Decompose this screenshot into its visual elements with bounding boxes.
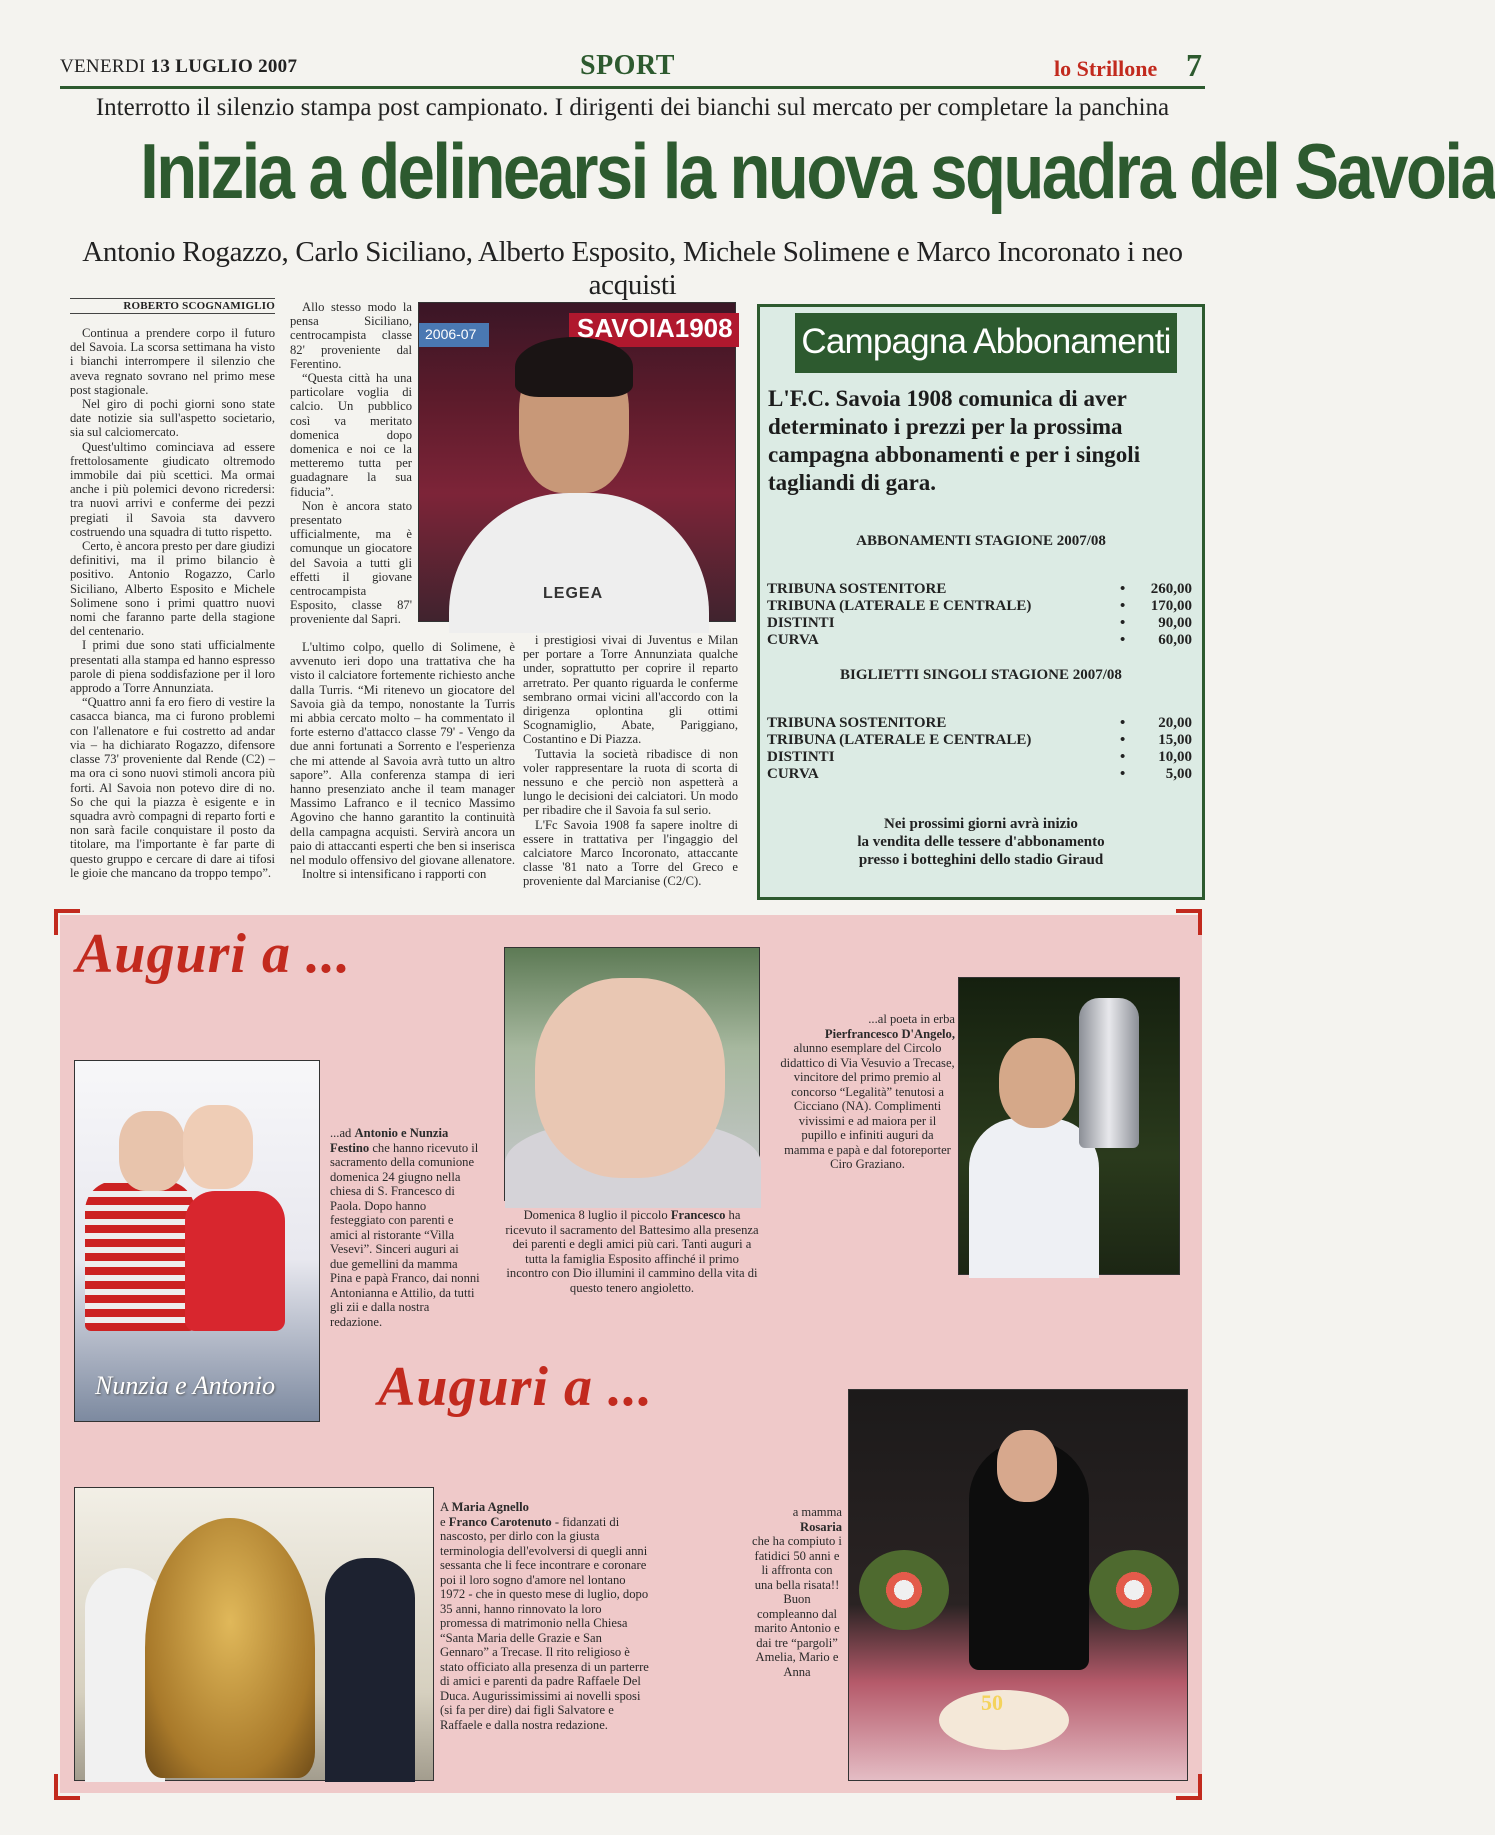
text-lead: A (440, 1500, 452, 1514)
page-number: 7 (1186, 47, 1202, 83)
paragraph: “Questa città ha una particolare voglia di calcio. Un pubblico così va meritato domenica dopo domenica e noi ce la metteremo tutta per guadagnare la sua fiducia”. (290, 371, 412, 499)
price-value: 5,00 (1165, 766, 1192, 782)
honoree-name: Maria Agnello (451, 1500, 529, 1514)
price-label: TRIBUNA SOSTENITORE (767, 715, 947, 731)
girl-shirt (185, 1191, 285, 1331)
player-photo (418, 302, 736, 622)
text-body: - fidanzati di nascosto, per dirlo con la giusta terminologia dell'evolversi di quegli anni sessanta che li fece incontrare e coronare poi il loro sogno d'amore nel lontano 1972 - che in questo mese di luglio, dopo 35 anni, hanno rinnovato la loro promessa di matrimonio nella Chiesa “Santa Maria delle Grazie e San Gennaro” a Trecase. Il rito religioso è stato officiato alla presenza di un parterre di amici e parenti da padre Raffaele Del Duca. Augurissimissimi ai novelli sposi (si fa per dire) dai figli Salvatore e Raffaele e dalla nostra redazione. (440, 1514, 649, 1732)
corner-mark (1176, 909, 1202, 935)
season-label: 2006-07 (419, 323, 489, 347)
price-value: 170,00 (1150, 598, 1192, 614)
article-column-2 (290, 300, 412, 627)
footer-line: Nei prossimi giorni avrà inizio (884, 816, 1078, 832)
francesco-text (504, 1208, 760, 1295)
girl-face (183, 1105, 253, 1189)
honoree-name: Rosaria (800, 1519, 842, 1534)
price-label: DISTINTI (767, 749, 835, 765)
price-label: TRIBUNA (LATERALE E CENTRALE) (767, 732, 1032, 748)
paragraph: Tuttavia la società ribadisce di non voler rappresentare la ruota di scorta di nessuno e che perciò non aspetterà a lungo le decisioni dei calciatori. Un modo per ribadire che il Savoia fa sul serio. (523, 746, 738, 818)
auguri-title-second: Auguri a ... (378, 1356, 653, 1418)
price-value: 260,00 (1150, 581, 1192, 597)
text-lead: ...al poeta in erba (868, 1012, 955, 1026)
text-mid: e (440, 1514, 449, 1529)
price-row (767, 581, 1192, 598)
price-bullet: • (1120, 766, 1126, 782)
honoree-name: Francesco (670, 1208, 726, 1222)
paragraph: L'Fc Savoia 1908 fa sapere inoltre di essere in trattativa per l'ingaggio del calciatore Marco Incoronato, attaccante classe '81 nato a Torre del Greco e proveniente dal Marcianise (C2/C). (523, 817, 738, 889)
shirt-sponsor: LEGEA (543, 585, 604, 602)
couple-buddha-photo (74, 1487, 434, 1781)
birthday-cake (939, 1690, 1069, 1750)
honoree-name: Pierfrancesco D'Angelo, (824, 1026, 955, 1041)
paragraph: Nel giro di pochi giorni sono state date notizie sia sull'aspetto societario, sia sul calciomercato. (70, 397, 275, 440)
club-banner: SAVOIA1908 (569, 313, 739, 347)
price-row (767, 615, 1192, 632)
price-label: CURVA (767, 632, 819, 648)
paragraph: Non è ancora stato presentato ufficialmente, ma è comunque un giocatore del Savoia a tutti gli effetti il giovane centrocampista Esposito, classe 87' proveniente dal Sapri. (290, 498, 412, 627)
price-row (767, 632, 1192, 649)
paragraph: Allo stesso modo la pensa Siciliano, centrocampista classe 82' proveniente dal Ferentino. (290, 300, 412, 371)
price-row (767, 715, 1192, 732)
subscription-box (757, 304, 1205, 900)
paragraph: L'ultimo colpo, quello di Solimene, è avvenuto ieri dopo una trattativa che ha visto il calciatore fortemente richiesto anche dalla Turris. “Mi ritenevo un giocatore del Savoia già da tempo, nonostante la Turris mi abbia cercato molto – ha commentato il forte esterno d'attacco classe 79' - Vengo da due anni fortunati a Sorrento e l'esperienza che mi attende al Savoia avrà tutto un altro sapore”. Alla conferenza stampa di ieri hanno presenziato anche il team manager Massimo Lafranco e il tecnico Massimo Agovino che hanno garantito la continuità della campagna acquisti. Servirà ancora un paio di attaccanti esperti che ben si inserisca nel modulo offensivo del giovane allenatore. (290, 640, 515, 868)
article-column-3 (523, 633, 738, 889)
text-lead: ...ad (330, 1126, 355, 1140)
nunzia-text (330, 1126, 480, 1329)
article-subhead: Antonio Rogazzo, Carlo Siciliano, Alberto Esposito, Michele Solimene e Marco Incoronato i neo acquisti (82, 236, 1183, 301)
boy-face (119, 1111, 185, 1191)
text-body: alunno esemplare del Circolo didattico di Via Vesuvio a Trecase, vincitore del primo premio al concorso “Legalità” tenutosi a Cicciano (NA). Complimenti vivissimi e ad maiora per il pupillo e infiniti auguri da mamma e papà e dal fotoreporter Ciro Graziano. (780, 1041, 955, 1171)
text-lead: Domenica 8 luglio il piccolo (523, 1208, 671, 1222)
text-lead: a mamma (792, 1505, 842, 1519)
footer-line: la vendita delle tessere d'abbonamento (857, 834, 1105, 850)
article-kicker: Interrotto il silenzio stampa post campionato. I dirigenti dei bianchi sul mercato per completare la panchina (95, 94, 1170, 121)
price-bullet: • (1120, 598, 1126, 614)
issue-day: VENERDI (60, 56, 146, 77)
buddha-statue (145, 1518, 315, 1778)
price-bullet: • (1120, 615, 1126, 631)
boy-shirt (85, 1181, 195, 1331)
man-figure (325, 1558, 415, 1782)
price-label: TRIBUNA SOSTENITORE (767, 581, 947, 597)
price-value: 60,00 (1158, 632, 1192, 648)
flowers-left (859, 1550, 949, 1630)
cake-number: 50 (981, 1690, 1003, 1715)
honoree-name: Franco Carotenuto (448, 1514, 552, 1529)
price-label: DISTINTI (767, 615, 835, 631)
subscription-lead: L'F.C. Savoia 1908 comunica di aver determinato i prezzi per la prossima campagna abbonamenti e per i singoli tagliandi di gara. (768, 386, 1141, 495)
price-value: 10,00 (1158, 749, 1192, 765)
article-byline: ROBERTO SCOGNAMIGLIO (70, 298, 275, 314)
price-value: 20,00 (1158, 715, 1192, 731)
price-bullet: • (1120, 632, 1126, 648)
price-row (767, 732, 1192, 749)
woman-face (997, 1430, 1057, 1502)
twins-photo (74, 1060, 320, 1422)
photo-caption: Nunzia e Antonio (95, 1371, 276, 1400)
masthead-rule (60, 86, 1205, 89)
text-body: ha ricevuto il sacramento del Battesimo alla presenza dei parenti e degli amici più cari. Tanti auguri a tutta la famiglia Esposito affinché il primo incontro con Dio illumini il cammino della vita di questo tenero angioletto. (505, 1208, 759, 1295)
footer-line: presso i botteghini dello stadio Giraud (858, 852, 1104, 868)
paragraph: Certo, è ancora presto per dare giudizi definitivi, ma il primo bilancio è positivo. Antonio Rogazzo, Carlo Siciliano, Alberto Esposito e Michele Solimene sono i primi quattro nuovi nomi che faranno parte della stagione del centenario. (70, 539, 275, 639)
price-row (767, 749, 1192, 766)
player-shirt (449, 493, 709, 633)
text-body: che ha compiuto i fatidici 50 anni e li affronta con una bella risata!! Buon compleanno dal marito Antonio e dai tre “pargoli” Amelia, Mario e Anna (752, 1534, 842, 1679)
newspaper-name: lo Strillone (1054, 56, 1158, 81)
issue-day-number: 13 (150, 56, 171, 77)
paragraph: i prestigiosi vivai di Juventus e Milan per portare a Torre Annunziata qualche under, soprattutto per coprire il reparto arretrato. Per quanto riguarda le conferme sembrano ormai vicini all'accordo con la dirigenza oplontina gli ottimi Scognamiglio, Abate, Pariggiano, Costantino e Di Piazza. (523, 633, 738, 747)
issue-month-year: LUGLIO 2007 (175, 56, 298, 77)
price-bullet: • (1120, 715, 1126, 731)
maria-franco-text (440, 1500, 650, 1732)
price-bullet: • (1120, 732, 1126, 748)
price-row (767, 598, 1192, 615)
paragraph: Quest'ultimo cominciava ad essere frettolosamente giudicato oltremodo immobile dai più scettici. Ma ormai anche i più polemici devono ricredersi: tra nuovi arrivi e conferme dei pezzi pregiati il Savoia sta davvero costruendo una squadra di tutto rispetto. (70, 439, 275, 539)
price-value: 15,00 (1158, 732, 1192, 748)
section-title: SPORT (580, 50, 675, 81)
baby-face (535, 978, 725, 1178)
flowers-right (1089, 1550, 1179, 1630)
paragraph: I primi due sono stati ufficialmente presentati alla stampa ed hanno espresso parole di piena soddisfazione per il loro approdo a Torre Annunziata. (70, 638, 275, 696)
price-value: 90,00 (1158, 615, 1192, 631)
baby-photo (504, 947, 760, 1201)
article-column-1 (70, 326, 275, 880)
birthday-photo (848, 1389, 1188, 1781)
trophy (1079, 998, 1139, 1148)
trophy-boy-photo (958, 977, 1180, 1275)
price-label: CURVA (767, 766, 819, 782)
auguri-title: Auguri a ... (76, 923, 351, 985)
paragraph: Inoltre si intensificano i rapporti con (302, 867, 487, 882)
honoree-names: Antonio e Nunzia Festino (330, 1126, 449, 1155)
pierfrancesco-text (780, 1012, 955, 1172)
price-row (767, 766, 1192, 783)
text-body: che hanno ricevuto il sacramento della comunione domenica 24 giugno nella chiesa di S. Francesco di Paola. Dopo hanno festeggiato con parenti e amici al ristorante “Villa Vesevi”. Sinceri auguri ai due gemellini da mamma Pina e papà Franco, dai nonni Antonianna e Attilio, da tutti gli zii e dalla nostra redazione. (330, 1140, 480, 1329)
single-prices-heading: BIGLIETTI SINGOLI STAGIONE 2007/08 (840, 667, 1122, 683)
boy-face (999, 1038, 1075, 1128)
player-hair (515, 337, 633, 397)
rosaria-text (752, 1505, 842, 1679)
price-label: TRIBUNA (LATERALE E CENTRALE) (767, 598, 1032, 614)
paragraph: Continua a prendere corpo il futuro del Savoia. La scorsa settimana ha visto i bianchi interrompere il silenzio che aveva regnato sovrano nel primo mese post stagionale. (70, 326, 275, 397)
issue-date (60, 56, 297, 78)
price-bullet: • (1120, 581, 1126, 597)
subscription-title: Campagna Abbonamenti (795, 313, 1177, 373)
paragraph: “Quattro anni fa ero fiero di vestire la casacca bianca, ma ci furono problemi con l'allenatore e fui costretto ad andar via – ha dichiarato Rogazzo, difensore classe 73' proveniente dal Rende (C2) – ma ora ci sono nuovi stimoli ancora più forti. Al Savoia non potevo dire di no. So che qui la piazza è esigente e in squadra avrò compagni di reparto forti e non sarà facile conquistare il posto da titolare, ma l'importante è far parte di questo gruppo e cercare di dare ai tifosi le gioie che mancano da troppo tempo”. (70, 695, 275, 880)
price-bullet: • (1120, 749, 1126, 765)
subscription-footer (760, 815, 1202, 869)
article-headline: Inizia a delinearsi la nuova squadra del Savoia (140, 127, 1495, 215)
article-column-2-lower (290, 640, 515, 881)
season-prices-heading: ABBONAMENTI STAGIONE 2007/08 (856, 533, 1106, 549)
